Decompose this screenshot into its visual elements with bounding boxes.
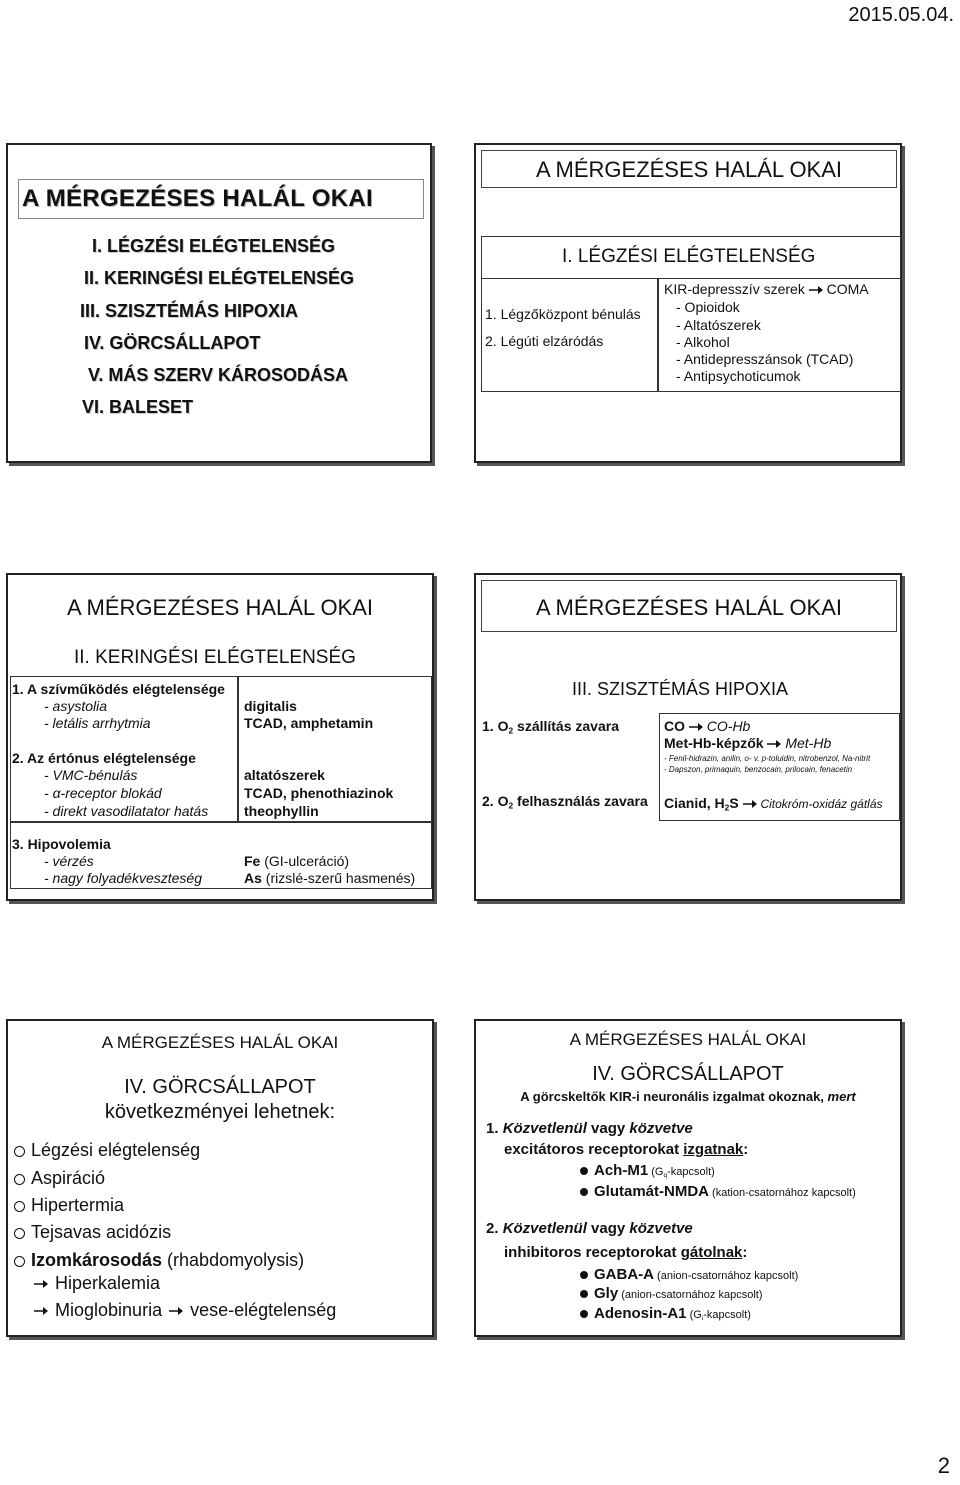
bullet-icon — [14, 1146, 25, 1157]
slide-3-g3-agent-1-rest: (GI-ulceráció) — [260, 853, 350, 869]
slide-6-ado — [580, 1305, 751, 1322]
slide-3-section: II. KERINGÉSI ELÉGTELENSÉG — [74, 647, 356, 668]
slide-6-glu-bold: Glutamát-NMDA — [594, 1183, 709, 1200]
slide-3-g2-agent-3: theophyllin — [244, 803, 319, 819]
slide-3-g3-agent-1 — [244, 853, 349, 869]
slide-1-item-6: VI. BALESET — [82, 397, 194, 417]
bullet-icon — [14, 1201, 25, 1212]
slide-6-point-2-line-b: gátolnak — [680, 1244, 743, 1261]
right-arrow-icon — [32, 1306, 50, 1316]
slide-5-arrow-1-text: Hiperkalemia — [55, 1273, 161, 1293]
slide-6-gly — [580, 1285, 762, 1302]
slide-3 — [6, 573, 434, 901]
slide-1-item-1: I. LÉGZÉSI ELÉGTELENSÉG — [92, 236, 336, 256]
slide-5-item-5-bold: Izomkárosodás — [31, 1250, 163, 1270]
slide-4-cause-1 — [482, 718, 619, 736]
slide-6-glu — [580, 1183, 856, 1200]
slide-2-section: I. LÉGZÉSI ELÉGTELENSÉG — [562, 246, 816, 267]
slide-6-gaba-bold: GABA-A — [594, 1266, 654, 1283]
slide-6-ado-b: -kapcsolt) — [703, 1309, 751, 1321]
slide-6-gly-rest: (anion-csatornához kapcsolt) — [618, 1289, 763, 1301]
slide-4-cyanide-line — [664, 795, 883, 813]
slide-6-point-1-line-a: excitátoros receptorokat — [504, 1141, 684, 1158]
slide-6-point-1-b: vagy — [586, 1120, 630, 1137]
slide-4-cyanide-label — [664, 795, 739, 811]
slide-1-item-4: IV. GÖRCSÁLLAPOT — [84, 333, 261, 353]
slide-6-gaba — [580, 1266, 798, 1283]
bullet-icon — [580, 1188, 588, 1196]
slide-6-gly-bold: Gly — [594, 1285, 619, 1302]
slide-3-g2-item-2 — [44, 785, 162, 801]
slide-4-cause-1-prefix: 1. O — [482, 718, 509, 734]
slide-5-item-3 — [14, 1195, 124, 1216]
slide-4-co-result: CO-Hb — [706, 718, 751, 734]
slide-5-item-3-text: Hipertermia — [31, 1195, 125, 1215]
slide-3-title: A MÉRGEZÉSES HALÁL OKAI — [66, 595, 374, 620]
slide-6-ach-bold: Ach-M1 — [594, 1162, 649, 1179]
slide-6-point-2-line-a: inhibitoros receptorokat — [504, 1244, 681, 1261]
slide-6-subheading-text: A görcskeltők KIR-i neuronális izgalmat okoznak, — [520, 1089, 828, 1104]
slide-4-cause-1-rest: szállítás zavara — [513, 718, 619, 734]
bullet-icon — [14, 1228, 25, 1239]
slide-6-ado-sub: i — [701, 1314, 704, 1322]
slide-6-point-2-c: közvetve — [629, 1220, 693, 1237]
slide-3-g2-agent-1: altatószerek — [244, 767, 325, 783]
slide-2-title: A MÉRGEZÉSES HALÁL OKAI — [535, 157, 843, 182]
slide-6-gaba-rest: (anion-csatornához kapcsolt) — [654, 1270, 799, 1282]
slide-2-title-box — [481, 150, 897, 188]
slide-6-ach-a: (G — [648, 1166, 664, 1178]
slide-3-g3-agent-1-bold: Fe — [244, 853, 261, 869]
slide-2-agent-5: - Antipsychoticumok — [676, 368, 801, 384]
slide-1-title: A MÉRGEZÉSES HALÁL OKAI — [22, 185, 373, 212]
slide-2-cause-2: 2. Légúti elzáródás — [485, 333, 604, 349]
slide-6-point-2-line-c: : — [742, 1244, 748, 1261]
slide-6-point-1 — [486, 1120, 693, 1137]
slide-4-co-label: CO — [664, 718, 685, 734]
slide-3-g3-item-1: - vérzés — [44, 853, 94, 869]
bullet-icon — [14, 1256, 25, 1267]
slide-5-item-2-text: Aspiráció — [31, 1168, 106, 1188]
slide-5-arrow-2-result: vese-elégtelenség — [190, 1300, 337, 1320]
slide-6-point-2 — [486, 1220, 693, 1237]
slide-6-point-1-line-b: izgatnak — [683, 1141, 744, 1158]
slide-3-g2-agent-2: TCAD, phenothiazinok — [244, 785, 394, 801]
right-arrow-icon — [689, 722, 703, 732]
slide-4-section: III. SZISZTÉMÁS HIPOXIA — [572, 679, 789, 699]
slide-6-ado-bold: Adenosin-A1 — [594, 1305, 687, 1322]
bullet-icon — [580, 1310, 588, 1318]
slide-6-point-1-c: közvetve — [629, 1120, 693, 1137]
slide-4-methb-label: Met-Hb-képzők — [664, 735, 764, 751]
slide-5-item-2 — [14, 1168, 105, 1189]
slide-4-title-box — [481, 580, 897, 632]
slide-4-cause-2-prefix: 2. O — [482, 793, 509, 809]
right-arrow-icon — [32, 1279, 50, 1289]
slide-6-subheading-italic: mert — [827, 1089, 856, 1104]
slide-5-title: A MÉRGEZÉSES HALÁL OKAI — [101, 1033, 339, 1052]
bullet-icon — [580, 1167, 588, 1175]
document-date: 2015.05.04. — [848, 4, 954, 26]
slide-3-g3-agent-2-rest: (rizslé-szerű hasmenés) — [261, 870, 416, 886]
slide-5-item-1-text: Légzési elégtelenség — [31, 1140, 201, 1160]
slide-3-g1-item-2: - letális arrhytmia — [44, 715, 151, 731]
slide-3-g3-head: 3. Hipovolemia — [12, 836, 111, 852]
slide-4-cyanide-label-text: Cianid, H — [664, 795, 725, 811]
bullet-icon — [580, 1271, 588, 1279]
slide-2-agent-1: - Opioidok — [676, 299, 740, 315]
right-arrow-icon — [767, 739, 781, 749]
slide-2-agent-3: - Alkohol — [676, 334, 730, 350]
slide-6-ado-a: (G — [686, 1309, 702, 1321]
slide-2-kir-line — [664, 281, 869, 297]
slide-5-item-4 — [14, 1222, 171, 1243]
slide-6-point-2-b: vagy — [586, 1220, 630, 1237]
slide-6-title: A MÉRGEZÉSES HALÁL OKAI — [569, 1030, 807, 1049]
slide-6-point-1-line-c: : — [743, 1141, 749, 1158]
slide-6-ach-sub: q — [663, 1171, 668, 1179]
slide-3-g2-item-3: - direkt vasodilatator hatás — [44, 803, 209, 819]
slide-5-arrow-2-text: Mioglobinuria — [55, 1300, 163, 1320]
slide-3-g1-item-1: - asystolia — [44, 698, 108, 714]
slide-2 — [474, 143, 902, 463]
slide-4-cause-2-rest: felhasználás zavara — [513, 793, 648, 809]
slide-6-heading: IV. GÖRCSÁLLAPOT — [592, 1063, 784, 1085]
slide-4-note-1: - Fenil-hidrazin, anilin, o- v. p-toluidin, nitrobenzol, Na-nitrit — [664, 754, 871, 763]
slide-3-g2-item-2-rest: -receptor blokád — [60, 785, 162, 801]
slide-4-title: A MÉRGEZÉSES HALÁL OKAI — [535, 595, 843, 620]
slide-2-cause-1: 1. Légzőközpont bénulás — [485, 306, 641, 322]
slide-5-arrow-2 — [32, 1300, 336, 1321]
slide-3-g2-head: 2. Az értónus elégtelensége — [12, 750, 196, 766]
slide-4-cause-1-sub: 2 — [508, 725, 514, 736]
slide-2-kir-label: KIR-depresszív szerek — [664, 281, 805, 297]
slide-3-g2-item-1: - VMC-bénulás — [44, 767, 138, 783]
slide-2-agent-2: - Altatószerek — [676, 317, 761, 333]
slide-5 — [6, 1019, 434, 1337]
slide-6-ach — [580, 1162, 715, 1179]
slide-3-g3-agent-2-bold: As — [244, 870, 262, 886]
bullet-icon — [14, 1174, 25, 1185]
slide-5-heading-2: következményei lehetnek: — [104, 1101, 336, 1123]
slide-2-agent-4: - Antidepresszánsok (TCAD) — [676, 351, 854, 367]
slide-1-item-5: V. MÁS SZERV KÁROSODÁSA — [88, 365, 349, 385]
slide-4-co-line — [664, 718, 750, 734]
bullet-icon — [580, 1290, 588, 1298]
slide-6-point-2-line — [504, 1244, 747, 1261]
slide-3-g3-item-2: - nagy folyadékveszteség — [44, 870, 202, 886]
right-arrow-icon — [167, 1306, 185, 1316]
slide-4-cause-2-sub: 2 — [508, 800, 514, 811]
slide-3-g3-agent-2 — [244, 870, 415, 886]
slide-4-methb-line — [664, 735, 831, 751]
slide-6-ach-b: -kapcsolt) — [667, 1166, 715, 1178]
slide-5-heading-1: IV. GÖRCSÁLLAPOT — [124, 1076, 316, 1098]
slide-6-point-1-num: 1. — [486, 1120, 503, 1137]
slide-6-point-2-a: Közvetlenül — [502, 1220, 587, 1237]
slide-1 — [6, 143, 432, 463]
slide-5-item-1 — [14, 1140, 200, 1161]
slide-3-g2-item-2-greek: α — [52, 785, 61, 801]
slide-5-item-5-rest: (rhabdomyolysis) — [162, 1250, 305, 1270]
slide-2-kir-result: COMA — [826, 281, 869, 297]
page-number: 2 — [937, 1453, 950, 1478]
slide-4-cyanide-result: Citokróm-oxidáz gátlás — [760, 797, 883, 811]
right-arrow-icon — [743, 799, 757, 809]
slide-4-methb-result: Met-Hb — [785, 735, 832, 751]
slide-1-item-3: III. SZISZTÉMÁS HIPOXIA — [80, 301, 299, 321]
slide-4-note-2: - Dapszon, primaquin, benzocain, prilocain, fenacetin — [664, 765, 853, 774]
slide-3-g2-item-2-prefix: - — [44, 785, 53, 801]
slide-6 — [474, 1019, 902, 1337]
slide-1-item-2: II. KERINGÉSI ELÉGTELENSÉG — [84, 268, 355, 288]
slide-6-subheading — [476, 1089, 900, 1104]
slide-5-arrow-1 — [32, 1273, 160, 1294]
right-arrow-icon — [809, 285, 823, 295]
slide-3-g1-agent-2: TCAD, amphetamin — [244, 715, 374, 731]
slide-4-cyanide-rest: S — [729, 795, 739, 811]
slide-6-point-1-a: Közvetlenül — [502, 1120, 587, 1137]
slide-5-item-4-text: Tejsavas acidózis — [31, 1222, 172, 1242]
slide-6-point-1-line — [504, 1141, 748, 1158]
slide-6-point-2-num: 2. — [486, 1220, 503, 1237]
slide-3-g1-head: 1. A szívműködés elégtelensége — [12, 681, 225, 697]
slide-6-glu-rest: (kation-csatornához kapcsolt) — [709, 1187, 856, 1199]
slide-3-g1-agent-1: digitalis — [244, 698, 297, 714]
slide-5-item-5 — [14, 1250, 304, 1271]
slide-4 — [474, 573, 902, 901]
slide-4-cause-2 — [482, 793, 648, 811]
slide-4-cyanide-sub: 2 — [724, 802, 730, 813]
